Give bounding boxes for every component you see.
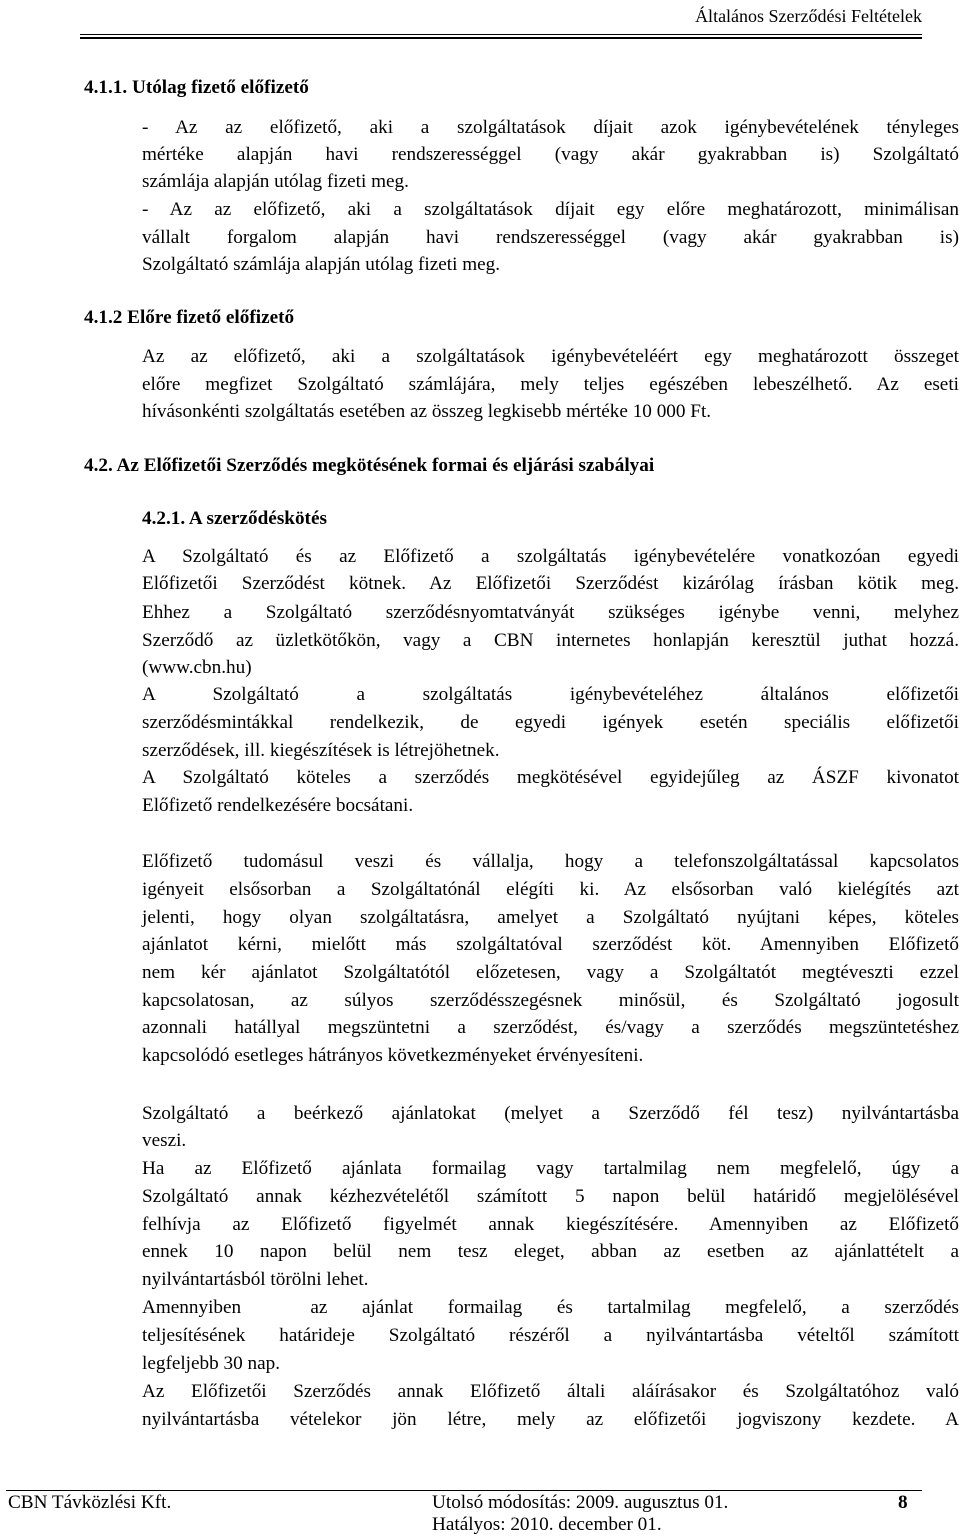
text-line: szerződésmintákkal rendelkezik, de egyedi igények esetén speciális előfizetői: [142, 712, 959, 733]
text-line: Ehhez a Szolgáltató szerződésnyomtatványát szükséges igénybe venni, melyhez: [142, 602, 959, 623]
text-line: Szolgáltató számlája alapján utólag fizeti meg.: [142, 254, 501, 275]
text-line: - Az az előfizető, aki a szolgáltatások díjait azok igénybevételének tényleges: [142, 117, 959, 138]
section-4-2-1-heading: 4.2.1. A szerződéskötés: [142, 508, 327, 529]
footer-effective: Hatályos: 2010. december 01.: [432, 1514, 662, 1535]
page-header: [0, 0, 960, 36]
text-line: Az Előfizetői Szerződés annak Előfizető általi aláírásakor és Szolgáltatóhoz való: [142, 1381, 959, 1402]
text-line: nyilvántartásból törölni lehet.: [142, 1269, 369, 1290]
text-line: veszi.: [142, 1130, 187, 1151]
header-rule: [80, 34, 922, 39]
footer-rule: [6, 1490, 922, 1491]
text-line: Szerződő az üzletkötőkön, vagy a CBN internetes honlapján keresztül juthat hozzá.: [142, 630, 959, 651]
text-line: ennek 10 napon belül nem tesz eleget, abban az esetben az ajánlattételt a: [142, 1241, 959, 1262]
text-line: azonnali hatállyal megszüntetni a szerződést, és/vagy a szerződés megszüntetéshez: [142, 1017, 959, 1038]
text-line: legfeljebb 30 nap.: [142, 1353, 280, 1374]
text-line: szerződések, ill. kiegészítések is létrejöhetnek.: [142, 740, 500, 761]
text-line: teljesítésének határideje Szolgáltató részéről a nyilvántartásba vételtől számított: [142, 1325, 959, 1346]
footer-modified: Utolsó módosítás: 2009. augusztus 01.: [432, 1492, 729, 1513]
text-line: Előfizető rendelkezésére bocsátani.: [142, 795, 414, 816]
text-line: Az az előfizető, aki a szolgáltatások igénybevételéért egy meghatározott összeget: [142, 346, 959, 367]
text-line: - Az az előfizető, aki a szolgáltatások díjait egy előre meghatározott, minimálisan: [142, 199, 959, 220]
text-line: A Szolgáltató a szolgáltatás igénybevételéhez általános előfizetői: [142, 684, 959, 705]
section-4-1-2-heading: 4.1.2 Előre fizető előfizető: [84, 307, 295, 328]
footer-page-number: 8: [898, 1492, 908, 1513]
text-line: Szolgáltató a beérkező ajánlatokat (melyet a Szerződő fél tesz) nyilvántartásba: [142, 1103, 959, 1124]
text-line: Amennyiben az ajánlat formailag és tartalmilag megfelelő, a szerződés: [142, 1297, 959, 1318]
text-line: Előfizetői Szerződést kötnek. Az Előfizetői Szerződést kizárólag írásban kötik meg.: [142, 573, 959, 594]
text-line: felhívja az Előfizető figyelmét annak kiegészítésére. Amennyiben az Előfizető: [142, 1214, 959, 1235]
text-line: hívásonkénti szolgáltatás esetében az összeg legkisebb mértéke 10 000 Ft.: [142, 401, 712, 422]
text-line: nem kér ajánlatot Szolgáltatótól előzetesen, vagy a Szolgáltatót megtéveszti ezzel: [142, 962, 959, 983]
text-line: Ha az Előfizető ajánlata formailag vagy tartalmilag nem megfelelő, úgy a: [142, 1158, 959, 1179]
footer-company: CBN Távközlési Kft.: [8, 1492, 172, 1513]
text-line: mértéke alapján havi rendszerességgel (vagy akár gyakrabban is) Szolgáltató: [142, 144, 959, 165]
text-line: kapcsolatosan, az súlyos szerződésszegésnek minősül, és Szolgáltató jogosult: [142, 990, 959, 1011]
text-line: vállalt forgalom alapján havi rendszerességgel (vagy akár gyakrabban is): [142, 227, 959, 248]
text-line: kapcsolódó esetleges hátrányos következményeket érvényesíteni.: [142, 1045, 644, 1066]
text-line: igényeit elsősorban a Szolgáltatónál elégíti ki. Az elsősorban való kielégítés azt: [142, 879, 959, 900]
header-title: Általános Szerződési Feltételek: [695, 6, 922, 26]
text-line: számlája alapján utólag fizeti meg.: [142, 171, 409, 192]
text-line: A Szolgáltató és az Előfizető a szolgáltatás igénybevételére vonatkozóan egyedi: [142, 546, 959, 567]
text-line: Előfizető tudomásul veszi és vállalja, hogy a telefonszolgáltatással kapcsolatos: [142, 851, 959, 872]
text-line: Szolgáltató annak kézhezvételétől számított 5 napon belül határidő megjelölésével: [142, 1186, 959, 1207]
text-line: ajánlatot kérni, mielőtt más szolgáltatóval szerződést köt. Amennyiben Előfizető: [142, 934, 959, 955]
text-line: nyilvántartásba vételekor jön létre, mely az előfizetői jogviszony kezdete. A: [142, 1409, 959, 1430]
text-line: (www.cbn.hu): [142, 657, 252, 678]
text-line: A Szolgáltató köteles a szerződés megkötésével egyidejűleg az ÁSZF kivonatot: [142, 767, 959, 788]
section-4-2-heading: 4.2. Az Előfizetői Szerződés megkötésének formai és eljárási szabályai: [84, 455, 655, 476]
text-line: jelenti, hogy olyan szolgáltatásra, amelyet a Szolgáltató nyújtani képes, köteles: [142, 907, 959, 928]
page-footer: [0, 1490, 960, 1537]
text-line: előre megfizet Szolgáltató számlájára, mely teljes egészében lebeszélhető. Az eseti: [142, 374, 959, 395]
section-4-1-1-heading: 4.1.1. Utólag fizető előfizető: [84, 77, 309, 98]
